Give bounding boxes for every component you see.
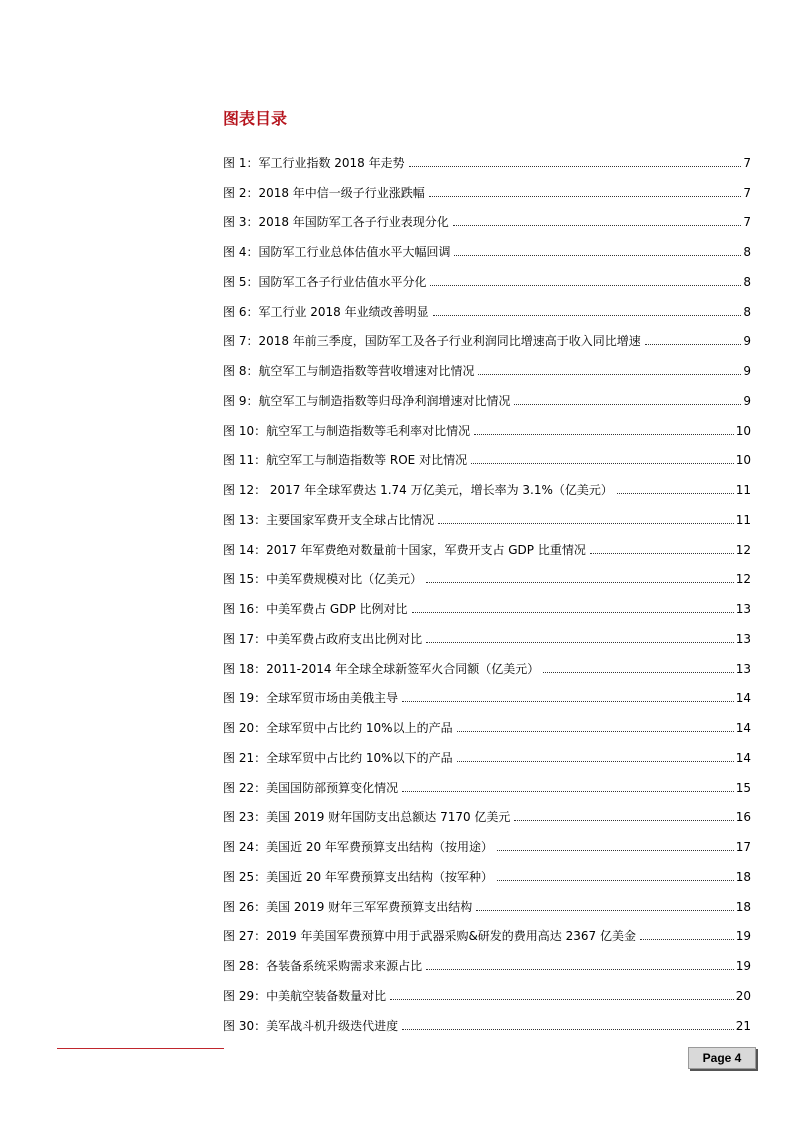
toc-entry-label: 图 21：全球军贸中占比约 10%以下的产品	[223, 750, 453, 765]
toc-leader-dots	[478, 373, 741, 375]
toc-entry-label: 图 16：中美军费占 GDP 比例对比	[223, 602, 408, 616]
toc-leader-dots	[433, 314, 742, 316]
toc-entry-label: 图 25：美国近 20 年军费预算支出结构（按军种）	[223, 869, 493, 884]
toc-entry[interactable]	[223, 289, 751, 319]
toc-leader-dots	[640, 938, 734, 940]
toc-entry-page: 8	[743, 304, 751, 319]
toc-entry[interactable]	[223, 705, 751, 735]
toc-entry-page: 13	[735, 602, 751, 616]
toc-entry-page: 8	[743, 274, 751, 289]
toc-entry-page: 10	[735, 453, 751, 468]
toc-entry-label: 图 5：国防军工各子行业估值水平分化	[223, 274, 427, 289]
toc-leader-dots	[402, 790, 734, 792]
toc-entry[interactable]	[223, 914, 751, 944]
toc-leader-dots	[457, 760, 734, 762]
toc-leader-dots	[402, 700, 734, 702]
toc-leader-dots	[426, 641, 734, 643]
toc-entry-page: 12	[735, 572, 751, 587]
toc-entry[interactable]	[223, 259, 751, 289]
toc-entry-page: 14	[735, 691, 751, 706]
toc-entry[interactable]	[223, 467, 751, 497]
toc-entry-page: 11	[735, 512, 751, 527]
toc-leader-dots	[514, 819, 733, 821]
toc-entry[interactable]	[223, 854, 751, 884]
toc-entry-page: 13	[735, 631, 751, 646]
toc-entry-page: 17	[735, 840, 751, 854]
toc-entry-page: 7	[743, 215, 751, 230]
toc-entry-label: 图 17：中美军费占政府支出比例对比	[223, 631, 423, 646]
footer-divider	[57, 1048, 224, 1049]
toc-entry[interactable]	[223, 616, 751, 646]
toc-leader-dots	[497, 879, 734, 881]
toc-entry-page: 19	[735, 929, 751, 944]
toc-entry-label: 图 3：2018 年国防军工各子行业表现分化	[223, 215, 449, 230]
toc-leader-dots	[429, 195, 742, 197]
toc-leader-dots	[430, 284, 741, 286]
toc-entry-label: 图 8：航空军工与制造指数等营收增速对比情况	[223, 364, 475, 378]
toc-entry-page: 14	[735, 721, 751, 735]
toc-entry-page: 21	[735, 1018, 751, 1033]
toc-entry[interactable]	[223, 557, 751, 587]
toc-entry[interactable]	[223, 973, 751, 1003]
toc-entry[interactable]	[223, 735, 751, 765]
toc-entry[interactable]	[223, 884, 751, 914]
toc-entry[interactable]	[223, 795, 751, 825]
toc-entry-page: 18	[735, 869, 751, 884]
page-title: 图表目录	[223, 109, 288, 128]
toc-leader-dots	[426, 968, 734, 970]
toc-leader-dots	[645, 343, 742, 345]
toc-leader-dots	[454, 254, 741, 256]
toc-entry-label: 图 7：2018 年前三季度，国防军工及各子行业利润同比增速高于收入同比增速	[223, 334, 641, 349]
toc-entry-label: 图 27：2019 年美国军费预算中用于武器采购&研发的费用高达 2367 亿美金	[223, 929, 636, 944]
toc-entry-page: 9	[743, 364, 751, 378]
toc-entry[interactable]	[223, 200, 751, 230]
toc-entry[interactable]	[223, 497, 751, 527]
toc-entry[interactable]	[223, 348, 751, 378]
toc-entry-page: 19	[735, 959, 751, 973]
toc-entry-label: 图 19：全球军贸市场由美俄主导	[223, 691, 399, 706]
toc-leader-dots	[476, 909, 733, 911]
toc-entry[interactable]	[223, 676, 751, 706]
toc-leader-dots	[402, 1028, 734, 1030]
toc-entry-label: 图 18：2011-2014 年全球全球新签军火合同额（亿美元）	[223, 661, 540, 676]
toc-entry-page: 13	[735, 661, 751, 676]
toc-entry-label: 图 10：航空军工与制造指数等毛利率对比情况	[223, 423, 471, 438]
toc-entry-label: 图 1：军工行业指数 2018 年走势	[223, 155, 405, 170]
toc-entry[interactable]	[223, 170, 751, 200]
toc-leader-dots	[426, 581, 734, 583]
toc-entry-label: 图 6：军工行业 2018 年业绩改善明显	[223, 304, 429, 319]
toc-entry-label: 图 13：主要国家军费开支全球占比情况	[223, 512, 435, 527]
toc-entry[interactable]	[223, 943, 751, 973]
toc-entry[interactable]	[223, 378, 751, 408]
toc-entry[interactable]	[223, 527, 751, 557]
toc-entry[interactable]	[223, 765, 751, 795]
toc-entry-label: 图 29：中美航空装备数量对比	[223, 988, 387, 1003]
toc-entry-page: 14	[735, 750, 751, 765]
toc-entry[interactable]	[223, 646, 751, 676]
toc-entry[interactable]	[223, 824, 751, 854]
toc-entry-label: 图 11：航空军工与制造指数等 ROE 对比情况	[223, 453, 468, 468]
toc-entry-label: 图 2：2018 年中信一级子行业涨跌幅	[223, 185, 425, 200]
toc-entry[interactable]	[223, 319, 751, 349]
toc-entry-label: 图 28：各装备系统采购需求来源占比	[223, 959, 423, 973]
toc-entry-label: 图 20：全球军贸中占比约 10%以上的产品	[223, 721, 453, 735]
toc-leader-dots	[474, 433, 734, 435]
page-number-badge: Page 4	[688, 1047, 756, 1069]
toc-entry-label: 图 23：美国 2019 财年国防支出总额达 7170 亿美元	[223, 810, 511, 825]
toc-leader-dots	[471, 462, 734, 464]
toc-leader-dots	[617, 492, 734, 494]
toc-leader-dots	[497, 849, 734, 851]
toc-leader-dots	[453, 224, 742, 226]
figure-table-of-contents	[223, 140, 751, 1033]
toc-leader-dots	[409, 165, 742, 167]
toc-leader-dots	[438, 522, 734, 524]
toc-leader-dots	[457, 730, 734, 732]
toc-leader-dots	[412, 611, 734, 613]
toc-leader-dots	[514, 403, 741, 405]
toc-entry-page: 18	[735, 899, 751, 914]
toc-entry[interactable]	[223, 408, 751, 438]
toc-entry-page: 16	[735, 810, 751, 825]
toc-entry-page: 11	[735, 483, 751, 497]
toc-entry-label: 图 15：中美军费规模对比（亿美元）	[223, 572, 423, 587]
toc-entry-page: 9	[743, 334, 751, 349]
toc-entry-label: 图 22：美国国防部预算变化情况	[223, 780, 399, 795]
toc-entry-page: 12	[735, 542, 751, 557]
toc-entry[interactable]	[223, 438, 751, 468]
toc-entry[interactable]	[223, 1003, 751, 1033]
toc-entry-label: 图 14：2017 年军费绝对数量前十国家，军费开支占 GDP 比重情况	[223, 542, 586, 557]
toc-entry[interactable]	[223, 586, 751, 616]
toc-entry[interactable]	[223, 229, 751, 259]
toc-entry-label: 图 12： 2017 年全球军费达 1.74 万亿美元，增长率为 3.1%（亿美元）	[223, 483, 613, 497]
toc-entry-page: 7	[743, 155, 751, 170]
toc-leader-dots	[590, 552, 734, 554]
toc-entry-page: 8	[743, 245, 751, 259]
toc-entry-page: 15	[735, 780, 751, 795]
toc-leader-dots	[543, 671, 733, 673]
toc-entry-label: 图 4：国防军工行业总体估值水平大幅回调	[223, 245, 451, 259]
toc-entry[interactable]	[223, 140, 751, 170]
toc-entry-page: 7	[743, 185, 751, 200]
toc-entry-label: 图 30：美军战斗机升级迭代进度	[223, 1018, 399, 1033]
toc-entry-page: 10	[735, 423, 751, 438]
toc-entry-label: 图 26：美国 2019 财年三军军费预算支出结构	[223, 899, 473, 914]
toc-entry-label: 图 9：航空军工与制造指数等归母净利润增速对比情况	[223, 393, 511, 408]
toc-leader-dots	[390, 998, 734, 1000]
toc-entry-page: 20	[735, 988, 751, 1003]
toc-entry-label: 图 24：美国近 20 年军费预算支出结构（按用途）	[223, 840, 493, 854]
toc-entry-page: 9	[743, 393, 751, 408]
